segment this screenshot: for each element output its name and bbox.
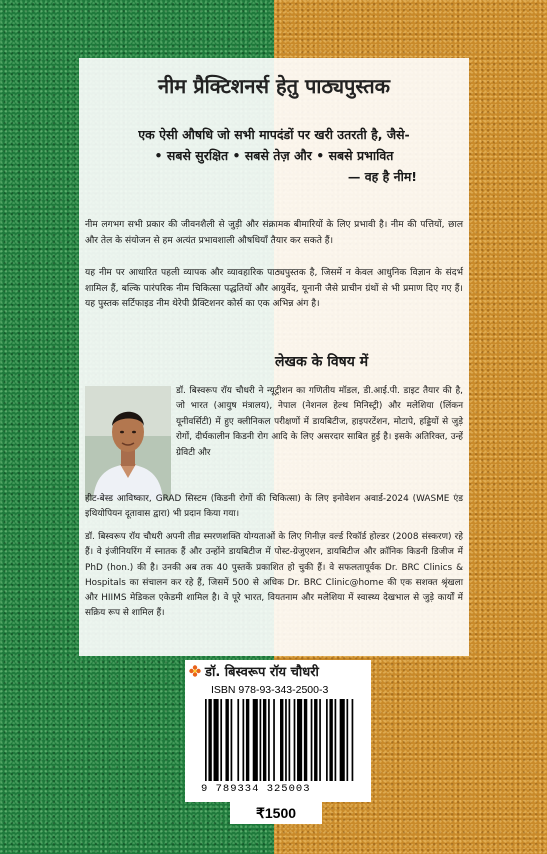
barcode-bar xyxy=(208,699,211,781)
barcode-bar xyxy=(314,699,317,781)
price-tag: ₹1500 xyxy=(230,802,322,824)
book-description-paragraph: यह नीम पर आधारित पहली व्यापक और व्यावहारिक पाठ्यपुस्तक है, जिसमें न केवल आधुनिक विज्ञान के संदर्भ शामिल हैं, बल्कि पारंपरिक नीम चिकित्सा पद्धतियों और आयुर्वेद, यूनानी जैसे प्राचीन ग्रंथों से भी प्रमाण दिए गए हैं। यह पुस्तक सर्टिफाइड नीम थेरेपी प्रैक्टिशनर कोर्स का एक अभिन्न अंग है। xyxy=(85,268,463,309)
author-bio-paragraph-1: डॉ. बिस्वरूप रॉय चौधरी ने न्यूट्रीशन का गणितीय मॉडल, डी.आई.पी. डाइट तैयार की है, जो भारत (आयुष मंत्रालय), नेपाल (नेशनल हेल्थ मिनिस्ट्री) और मलेशिया (लिंकन यूनीवर्सिटी) में हुए क्लीनिकल परीक्षणों में डायबिटीज, हाइपरटेंशन, मोटापे, हड्डियों से जुड़े रोगों, दीर्घकालीन किडनी रोग आदि के लिए असरदार साबित हुई है। इसके अतिरिक्त, उन्हें ग्रेविटी और xyxy=(176,386,463,458)
barcode-bar xyxy=(294,699,296,781)
intro-paragraph: नीम लगभग सभी प्रकार की जीवनशैली से जुड़ी और संक्रामक बीमारियों के लिए प्रभावी है। नीम की पत्तियों, छाल और तेल के संयोजन से हम अत्यंत प्रभावशाली औषधियाँ तैयार कर सकते हैं। xyxy=(85,220,463,246)
text-panel xyxy=(79,58,469,656)
tagline xyxy=(79,124,469,187)
book-title: नीम प्रैक्टिशनर्स हेतु पाठ्यपुस्तक xyxy=(158,74,390,98)
barcode-bar xyxy=(280,699,283,781)
barcode-bar xyxy=(220,699,222,781)
barcode-bar xyxy=(311,699,313,781)
barcode-bar xyxy=(352,699,354,781)
barcode-bar xyxy=(253,699,258,781)
barcode-bar xyxy=(304,699,307,781)
barcode-bar xyxy=(214,699,219,781)
barcode-graphic xyxy=(205,699,355,781)
barcode-bar xyxy=(285,699,287,781)
barcode-bar xyxy=(340,699,345,781)
isbn-text: ISBN 978-93-343-2500-3 xyxy=(211,684,329,696)
barcode-bar xyxy=(289,699,291,781)
tagline-line-2: • सबसे सुरक्षित • सबसे तेज़ और • सबसे प्रभावित xyxy=(154,148,394,163)
author-bio-paragraph-2: डॉ. बिस्वरूप रॉय चौधरी अपनी तीव्र स्मरणशक्ति योग्यताओं के लिए गिनीज़ वर्ल्ड रिकॉर्ड होल्डर (2008 संस्करण) रहे हैं। वे इंजीनियरिंग में स्नातक हैं और उन्होंने डायबिटीज में पोस्ट-ग्रेजुएशन, डायबिटीज और क्रॉनिक किडनी डिजीज में PhD (hon.) की है। उनकी अब तक 40 पुस्तकें प्रकाशित हो चुकी हैं। वे सफलतापूर्वक Dr. BRC Clinics & Hospitals का संचालन कर रहे हैं, जिसमें 500 से अधिक Dr. BRC Clinic@home की एक सशक्त श्रृंखला और HIIMS मेडिकल एकेडमी शामिल है। वे पूरे भारत, वियतनाम और मलेशिया में स्वास्थ्य देखभाल से जुड़े कार्यों में सक्रिय रूप से शामिल हैं। xyxy=(85,532,463,619)
tagline-line-3: — वह है नीम! xyxy=(347,169,417,184)
barcode-bar xyxy=(335,699,337,781)
author-photo xyxy=(85,386,171,500)
author-name: डॉ. बिस्वरूप रॉय चौधरी xyxy=(205,665,319,680)
barcode-bar xyxy=(237,699,239,781)
barcode-bar xyxy=(243,699,245,781)
barcode-bar xyxy=(205,699,207,781)
barcode-bar xyxy=(326,699,328,781)
barcode-number: 9 789334 325003 xyxy=(201,783,311,795)
barcode-block xyxy=(185,682,371,802)
barcode-bar xyxy=(329,699,332,781)
barcode-bar xyxy=(319,699,321,781)
barcode-bar xyxy=(263,699,266,781)
author-bio-paragraph-1-continued: हीट-बेस्ड आविष्कार, GRAD सिस्टम (किडनी रोगों की चिकित्सा) के लिए इनोवेशन अवार्ड-2024 (WASME एंड इथियोपियन दूतावास द्वारा) भी प्रदान किया गया। xyxy=(85,494,463,520)
flower-emblem-icon xyxy=(189,665,201,677)
barcode-bar xyxy=(346,699,348,781)
barcode-bar xyxy=(268,699,270,781)
barcode-bar xyxy=(273,699,275,781)
barcode-bar xyxy=(297,699,302,781)
barcode-bar xyxy=(260,699,262,781)
barcode-bar xyxy=(225,699,228,781)
barcode-bar xyxy=(246,699,249,781)
tagline-line-1: एक ऐसी औषधि जो सभी मापदंडों पर खरी उतरती है, जैसे- xyxy=(138,127,410,142)
about-author-heading: लेखक के विषय में xyxy=(275,354,369,370)
barcode-bar xyxy=(231,699,233,781)
author-name-label xyxy=(185,660,371,682)
